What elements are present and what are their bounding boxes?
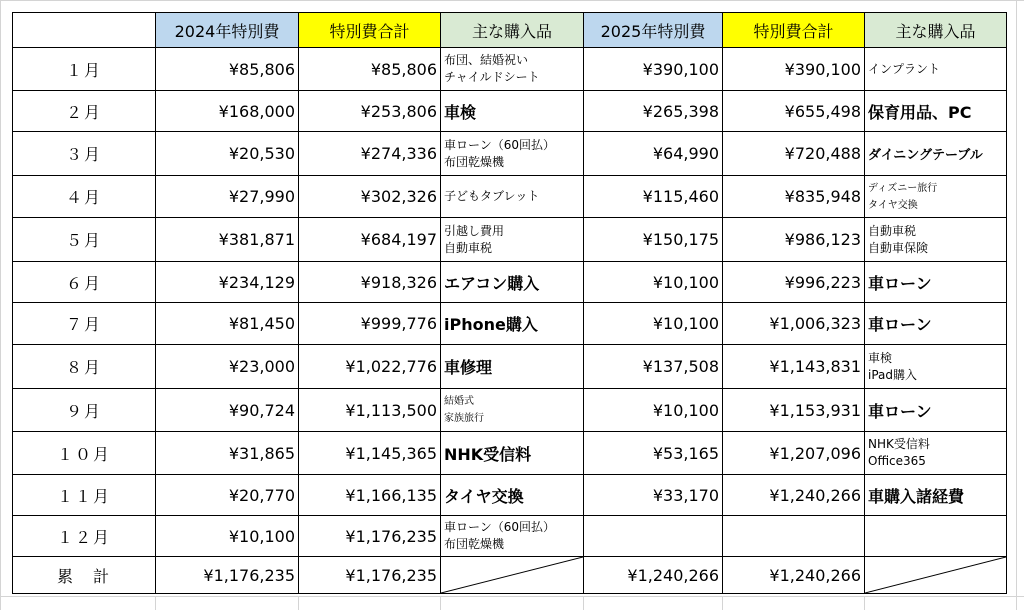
items-2024-cell[interactable] xyxy=(441,345,584,389)
month-row xyxy=(13,262,1007,303)
month-row xyxy=(13,176,1007,218)
total-2024-cell[interactable]: ¥1,166,135 xyxy=(299,475,441,516)
special-2025-cell[interactable]: ¥10,100 xyxy=(584,389,723,432)
gridline xyxy=(1016,0,1017,610)
item-line: 引越し費用 xyxy=(444,223,505,238)
items-2025-cell[interactable] xyxy=(865,432,1007,475)
month-label[interactable]: ５月 xyxy=(13,218,156,262)
special-2024-cell[interactable]: ¥85,806 xyxy=(156,48,299,91)
total-sum-2025[interactable]: ¥1,240,266 xyxy=(723,557,865,594)
items-2024-cell[interactable] xyxy=(441,262,584,303)
special-2025-cell[interactable]: ¥390,100 xyxy=(584,48,723,91)
special-2024-cell[interactable]: ¥10,100 xyxy=(156,516,299,557)
month-row xyxy=(13,389,1007,432)
month-row xyxy=(13,345,1007,389)
items-2024-cell[interactable] xyxy=(441,516,584,557)
item-line: タイヤ交換 xyxy=(868,199,918,211)
items-2025-cell[interactable] xyxy=(865,345,1007,389)
items-2025-cell[interactable] xyxy=(865,303,1007,345)
item-line: 車ローン xyxy=(868,315,932,334)
total-sum-2024[interactable]: ¥1,176,235 xyxy=(299,557,441,594)
item-line: 家族旅行 xyxy=(444,413,484,424)
item-line: iPhone購入 xyxy=(444,315,538,334)
items-2024-cell[interactable] xyxy=(441,48,584,91)
total-2025-cell[interactable]: ¥1,143,831 xyxy=(723,345,865,389)
item-line: エアコン購入 xyxy=(444,273,540,293)
month-label[interactable]: ４月 xyxy=(13,176,156,218)
month-row xyxy=(13,475,1007,516)
items-2025-cell[interactable] xyxy=(865,176,1007,218)
items-2025-cell[interactable] xyxy=(865,475,1007,516)
month-label[interactable]: ９月 xyxy=(13,389,156,432)
special-2025-cell[interactable]: ¥150,175 xyxy=(584,218,723,262)
special-2024-cell[interactable]: ¥381,871 xyxy=(156,218,299,262)
total-2025-cell[interactable]: ¥1,207,096 xyxy=(723,432,865,475)
special-2025-cell[interactable]: ¥115,460 xyxy=(584,176,723,218)
special-2024-cell[interactable]: ¥90,724 xyxy=(156,389,299,432)
special-2024-cell[interactable]: ¥31,865 xyxy=(156,432,299,475)
item-line: 車購入諸経費 xyxy=(868,486,965,506)
total-2024-cell[interactable]: ¥1,113,500 xyxy=(299,389,441,432)
total-2024-cell[interactable]: ¥999,776 xyxy=(299,303,441,345)
item-line: NHK受信料 xyxy=(444,444,532,464)
total-2025-cell[interactable]: ¥996,223 xyxy=(723,262,865,303)
total-2024-cell[interactable]: ¥302,326 xyxy=(299,176,441,218)
month-label[interactable]: ３月 xyxy=(13,132,156,176)
special-2025-cell[interactable]: ¥137,508 xyxy=(584,345,723,389)
total-2025-cell[interactable] xyxy=(723,516,865,557)
gridline xyxy=(864,596,865,610)
diagonal-line xyxy=(441,557,583,593)
total-2025-cell[interactable]: ¥1,006,323 xyxy=(723,303,865,345)
total-special-2024[interactable]: ¥1,176,235 xyxy=(156,557,299,594)
total-2025-cell[interactable]: ¥1,153,931 xyxy=(723,389,865,432)
item-line: 子どもタブレット xyxy=(444,189,540,203)
item-line: 車ローン（60回払） xyxy=(444,137,556,152)
items-2025-cell[interactable] xyxy=(865,132,1007,176)
header-2025-total[interactable]: 特別費合計 xyxy=(723,13,865,48)
special-2024-cell[interactable]: ¥81,450 xyxy=(156,303,299,345)
items-2024-cell[interactable] xyxy=(441,432,584,475)
gridline xyxy=(0,0,1024,1)
month-label[interactable]: １１月 xyxy=(13,475,156,516)
special-2024-cell[interactable]: ¥23,000 xyxy=(156,345,299,389)
month-label[interactable]: ６月 xyxy=(13,262,156,303)
items-2024-cell[interactable] xyxy=(441,176,584,218)
month-label[interactable]: １２月 xyxy=(13,516,156,557)
item-line: 自動車税 xyxy=(444,240,493,255)
total-2025-cell[interactable]: ¥835,948 xyxy=(723,176,865,218)
item-line: 車ローン xyxy=(868,273,932,293)
header-2024-special[interactable]: 2024年特別費 xyxy=(156,13,299,48)
month-label[interactable]: ８月 xyxy=(13,345,156,389)
item-line: チャイルドシート xyxy=(444,70,540,84)
item-line: 布団乾燥機 xyxy=(444,154,505,169)
header-2024-items[interactable]: 主な購入品 xyxy=(441,13,584,48)
month-label[interactable]: ７月 xyxy=(13,303,156,345)
special-2025-cell[interactable]: ¥265,398 xyxy=(584,91,723,132)
special-2024-cell[interactable]: ¥168,000 xyxy=(156,91,299,132)
items-2024-cell[interactable] xyxy=(441,303,584,345)
gridline xyxy=(298,596,299,610)
total-2024-cell[interactable]: ¥1,145,365 xyxy=(299,432,441,475)
items-2025-cell[interactable] xyxy=(865,91,1007,132)
gridline xyxy=(722,596,723,610)
item-line: 自動車税 xyxy=(868,223,917,238)
special-2025-cell[interactable]: ¥64,990 xyxy=(584,132,723,176)
item-line: 結婚式 xyxy=(444,396,474,407)
item-line: iPad購入 xyxy=(868,367,918,382)
item-line: 車ローン（60回払） xyxy=(444,520,556,534)
item-line: インプラント xyxy=(868,61,941,76)
diagonal-line xyxy=(865,557,1006,593)
month-row xyxy=(13,91,1007,132)
items-2024-cell[interactable] xyxy=(441,218,584,262)
total-2024-cell[interactable]: ¥1,022,776 xyxy=(299,345,441,389)
item-line: 車修理 xyxy=(444,358,493,377)
total-2024-cell[interactable]: ¥1,176,235 xyxy=(299,516,441,557)
month-row xyxy=(13,516,1007,557)
total-2025-cell[interactable]: ¥986,123 xyxy=(723,218,865,262)
total-2025-cell[interactable]: ¥720,488 xyxy=(723,132,865,176)
special-2025-cell[interactable]: ¥10,100 xyxy=(584,303,723,345)
special-2024-cell[interactable]: ¥20,770 xyxy=(156,475,299,516)
items-2025-cell[interactable] xyxy=(865,389,1007,432)
total-2024-cell[interactable]: ¥253,806 xyxy=(299,91,441,132)
total-2024-cell[interactable]: ¥85,806 xyxy=(299,48,441,91)
special-2025-cell[interactable] xyxy=(584,516,723,557)
item-line: ダイニングテーブル xyxy=(868,148,983,163)
items-2024-empty-cell[interactable] xyxy=(441,557,584,594)
total-2024-cell[interactable]: ¥274,336 xyxy=(299,132,441,176)
month-label[interactable]: １０月 xyxy=(13,432,156,475)
gridline xyxy=(440,596,441,610)
items-2025-cell[interactable] xyxy=(865,218,1007,262)
special-2024-cell[interactable]: ¥234,129 xyxy=(156,262,299,303)
special-2024-cell[interactable]: ¥27,990 xyxy=(156,176,299,218)
month-row xyxy=(13,432,1007,475)
header-2024-total[interactable]: 特別費合計 xyxy=(299,13,441,48)
gridline xyxy=(583,596,584,610)
month-row xyxy=(13,303,1007,345)
gridline xyxy=(0,596,1024,597)
header-corner-cell[interactable] xyxy=(13,13,156,48)
special-2025-cell[interactable]: ¥33,170 xyxy=(584,475,723,516)
total-2025-cell[interactable]: ¥655,498 xyxy=(723,91,865,132)
month-row xyxy=(13,218,1007,262)
month-row xyxy=(13,48,1007,91)
special-2024-cell[interactable]: ¥20,530 xyxy=(156,132,299,176)
month-row xyxy=(13,132,1007,176)
items-2024-cell[interactable] xyxy=(441,91,584,132)
items-2024-cell[interactable] xyxy=(441,475,584,516)
gridline xyxy=(155,596,156,610)
total-row xyxy=(13,557,1007,594)
month-label[interactable]: ２月 xyxy=(13,91,156,132)
item-line: 車ローン xyxy=(868,401,932,421)
items-2024-cell[interactable] xyxy=(441,132,584,176)
header-2025-items[interactable]: 主な購入品 xyxy=(865,13,1007,48)
total-2025-cell[interactable]: ¥1,240,266 xyxy=(723,475,865,516)
item-line: 保育用品、PC xyxy=(868,102,972,122)
items-2024-cell[interactable] xyxy=(441,389,584,432)
item-line: タイヤ交換 xyxy=(444,486,524,506)
item-line: 布団、結婚祝い xyxy=(444,53,529,67)
item-line: 布団乾燥機 xyxy=(444,537,505,551)
month-label[interactable]: １月 xyxy=(13,48,156,91)
special-2025-cell[interactable]: ¥10,100 xyxy=(584,262,723,303)
item-line: Office365 xyxy=(868,454,926,468)
gridline xyxy=(0,0,1,610)
item-line: 車検 xyxy=(868,350,893,365)
items-2025-cell[interactable] xyxy=(865,262,1007,303)
item-line: NHK受信料 xyxy=(868,437,930,451)
header-2025-special[interactable]: 2025年特別費 xyxy=(584,13,723,48)
item-line: ディズニー旅行 xyxy=(868,182,938,194)
total-label[interactable]: 累 計 xyxy=(13,557,156,594)
total-2024-cell[interactable]: ¥684,197 xyxy=(299,218,441,262)
items-2025-cell[interactable] xyxy=(865,48,1007,91)
items-2025-empty-cell[interactable] xyxy=(865,557,1007,594)
total-2025-cell[interactable]: ¥390,100 xyxy=(723,48,865,91)
special-2025-cell[interactable]: ¥53,165 xyxy=(584,432,723,475)
item-line: 自動車保険 xyxy=(868,240,929,255)
header-row xyxy=(13,13,1007,48)
expense-table xyxy=(12,12,1007,594)
item-line: 車検 xyxy=(444,102,477,122)
total-2024-cell[interactable]: ¥918,326 xyxy=(299,262,441,303)
items-2025-cell[interactable] xyxy=(865,516,1007,557)
total-special-2025[interactable]: ¥1,240,266 xyxy=(584,557,723,594)
